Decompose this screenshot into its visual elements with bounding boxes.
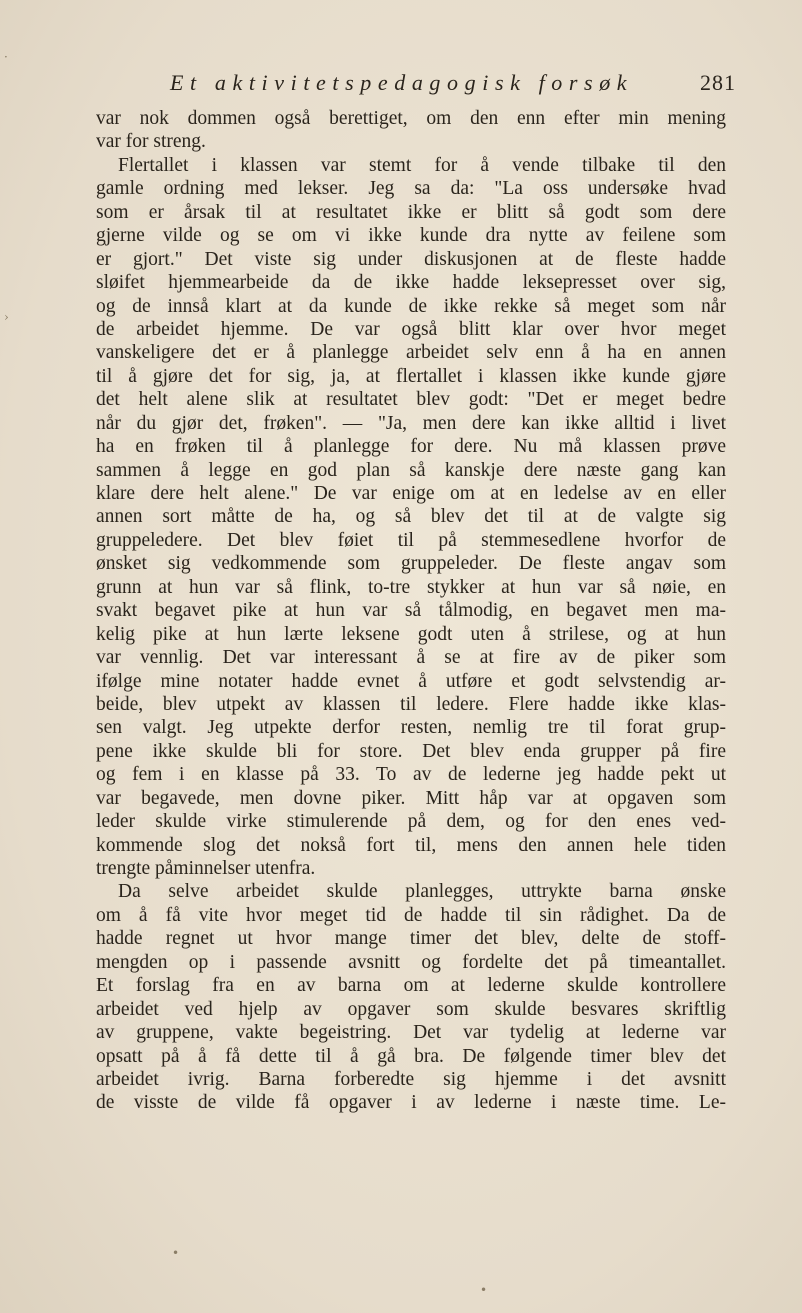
running-head-title: Et aktivitetspedagogisk forsøk [170, 70, 634, 95]
text-line: når du gjør det, frøken". — "Ja, men dere kan ikke alltid i livet [96, 412, 726, 434]
text-line: vanskeligere det er å planlegge arbeidet selv enn å ha en annen [96, 342, 726, 364]
text-line: de visste de vilde få opgaver i av lederne i næste time. Le- [96, 1092, 726, 1114]
text-line: sløifet hjemmearbeide da de ikke hadde leksepresset over sig, [96, 272, 726, 294]
text-line: er gjort." Det viste sig under diskusjonen at de fleste hadde [96, 248, 726, 270]
text-line: annen sort måtte de ha, og så blev det til at de valgte sig [96, 506, 726, 528]
text-line: var for streng. [96, 131, 206, 153]
page-number: 281 [700, 70, 736, 95]
text-line: pene ikke skulde bli for store. Det blev enda grupper på fire [96, 740, 726, 762]
margin-mark: › [4, 310, 9, 324]
running-head [96, 70, 736, 100]
text-line: arbeidet ivrig. Barna forberedte sig hjemme i det avsnitt [96, 1068, 726, 1090]
text-line: Da selve arbeidet skulde planlegges, uttrykte barna ønske [118, 881, 726, 903]
text-line: sen valgt. Jeg utpekte derfor resten, nemlig tre til forat grup- [96, 717, 726, 739]
text-line: grunn at hun var så flink, to-tre stykker at hun var så nøie, en [96, 576, 726, 598]
text-line: trengte påminnelser utenfra. [96, 858, 316, 879]
text-line: av gruppene, vakte begeistring. Det var tydelig at lederne var [96, 1022, 726, 1044]
text-line: sammen å legge en god plan så kanskje dere næste gang kan [96, 459, 726, 481]
text-line: de arbeidet hjemme. De var også blitt klar over hvor meget [96, 318, 726, 340]
text-line: til å gjøre det for sig, ja, at flertallet i klassen ikke kunde gjøre [96, 365, 726, 387]
text-line: Flertallet i klassen var stemt for å vende tilbake til den [118, 154, 726, 176]
margin-mark: • [480, 1283, 488, 1297]
text-line: om å få vite hvor meget tid de hadde til sin rådighet. Da de [96, 904, 726, 926]
text-line: mengden op i passende avsnitt og fordelte det på timeantallet. [96, 951, 726, 973]
text-line: arbeidet ved hjelp av opgaver som skulde besvares skriftlig [96, 998, 726, 1020]
text-line: hadde regnet ut hvor mange timer det blev, delte de stoff- [96, 928, 726, 950]
text-line: beide, blev utpekt av klassen til ledere. Flere hadde ikke klas- [96, 693, 726, 715]
text-line: var vennlig. Det var interessant å se at fire av de piker som [96, 647, 726, 669]
text-line: klare dere helt alene." De var enige om at en ledelse av en eller [96, 483, 726, 504]
text-line: var nok dommen også berettiget, om den enn efter min mening [96, 108, 726, 129]
text-line: svakt begavet pike at hun var så tålmodig, en begavet men ma- [96, 600, 726, 622]
text-line: var begavede, men dovne piker. Mitt håp var at opgaven som [96, 787, 726, 809]
text-line: kelig pike at hun lærte leksene godt uten å strilese, og at hun [96, 623, 726, 645]
text-line: leder skulde virke stimulerende på dem, og for den enes ved- [96, 811, 726, 833]
text-line: kommende slog det nokså fort til, mens den annen hele tiden [96, 834, 726, 856]
body-text [96, 107, 726, 1115]
text-line: ønsket sig vedkommende som gruppeleder. De fleste angav som [96, 553, 726, 575]
margin-mark: • [172, 1246, 180, 1260]
text-line: gjerne vilde og se om vi ikke kunde dra nytte av feilene som [96, 225, 726, 247]
text-line: og fem i en klasse på 33. To av de lederne jeg hadde pekt ut [96, 764, 726, 786]
text-line: som er årsak til at resultatet ikke er blitt så godt som dere [96, 201, 726, 223]
text-line: det helt alene slik at resultatet blev godt: "Det er meget bedre [96, 389, 726, 411]
text-line: gruppeledere. Det blev føiet til på stemmesedlene hvorfor de [96, 529, 726, 551]
text-line: gamle ordning med lekser. Jeg sa da: "La oss undersøke hvad [96, 178, 726, 200]
text-line: ha en frøken til å planlegge for dere. Nu må klassen prøve [96, 436, 726, 458]
text-line: Et forslag fra en av barna om at lederne skulde kontrollere [96, 975, 726, 997]
text-line: og de innså klart at da kunde de ikke rekke så meget som når [96, 295, 726, 317]
text-line: ifølge mine notater hadde evnet å utføre et godt selvstendig ar- [96, 670, 726, 692]
text-line: opsatt på å få dette til å gå bra. De følgende timer blev det [96, 1045, 726, 1067]
margin-mark: · [4, 50, 8, 64]
